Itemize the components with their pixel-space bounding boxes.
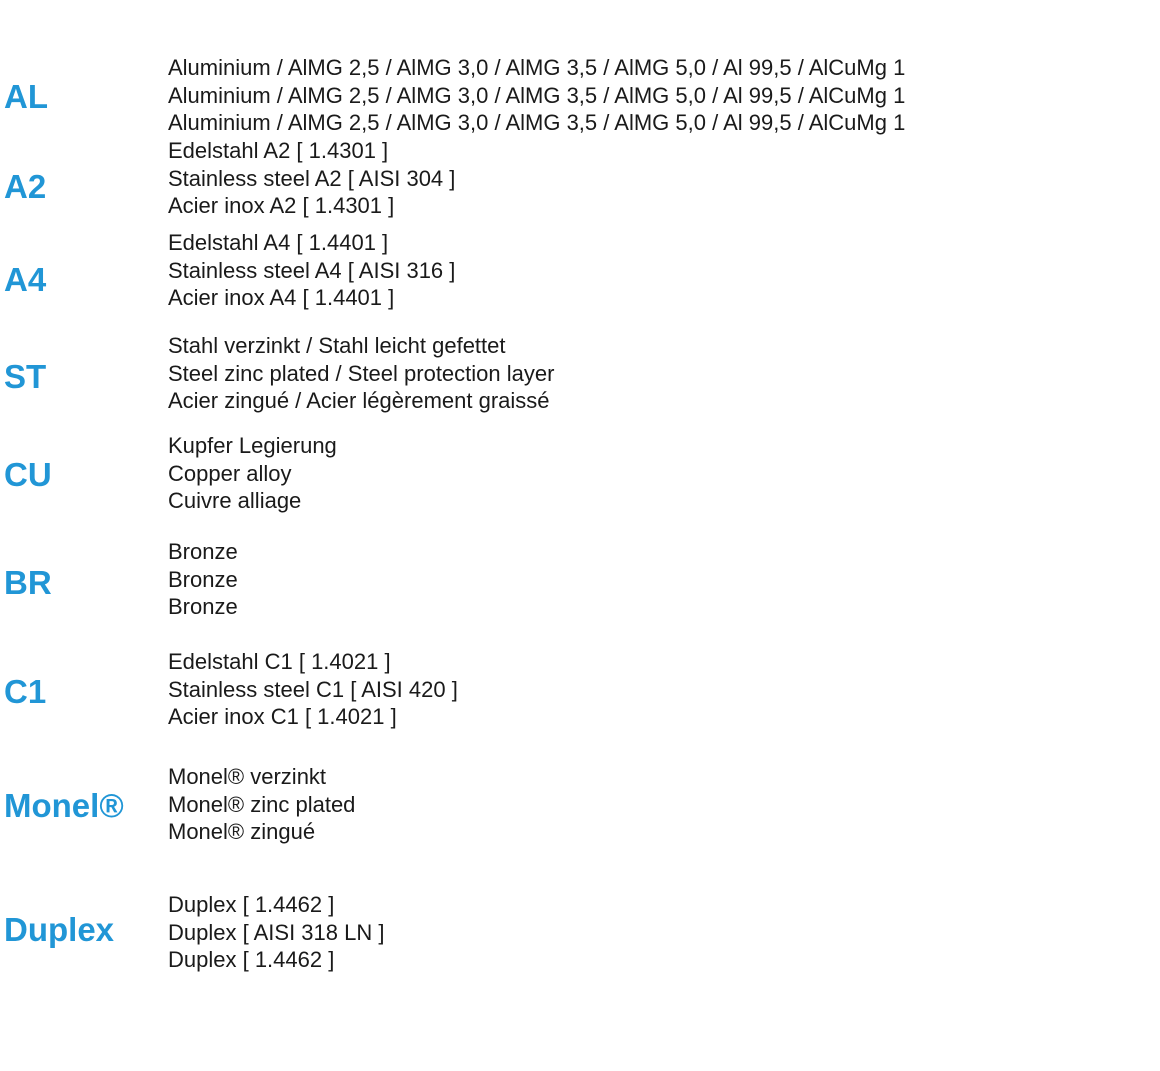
material-description (168, 891, 1148, 974)
material-description-line: Edelstahl C1 [ 1.4021 ] (168, 649, 391, 674)
material-description-line: Acier inox A4 [ 1.4401 ] (168, 285, 395, 310)
material-description (168, 229, 1148, 312)
material-description (168, 648, 1148, 731)
material-code: A4 (4, 261, 47, 298)
material-description-line: Duplex [ AISI 318 LN ] (168, 919, 385, 945)
material-description (168, 332, 1148, 415)
material-description (168, 763, 1148, 846)
material-code: A2 (4, 168, 47, 205)
material-description-line: Monel® zingué (168, 819, 316, 844)
material-description-line: Duplex [ 1.4462 ] (168, 892, 335, 917)
material-description-line: Aluminium / AlMG 2,5 / AlMG 3,0 / AlMG 3,5 / AlMG 5,0 / Al 99,5 / AlCuMg 1 (168, 82, 906, 108)
material-description-line: Monel® zinc plated (168, 791, 356, 817)
material-description-line: Copper alloy (168, 460, 292, 486)
material-description-line: Bronze (168, 566, 238, 592)
material-description-line: Edelstahl A2 [ 1.4301 ] (168, 138, 389, 163)
material-code: Monel® (4, 787, 124, 824)
material-description-line: Aluminium / AlMG 2,5 / AlMG 3,0 / AlMG 3,5 / AlMG 5,0 / Al 99,5 / AlCuMg 1 (168, 55, 906, 80)
material-description (168, 54, 1148, 137)
material-description-line: Acier zingué / Acier légèrement graissé (168, 388, 550, 413)
material-description (168, 137, 1148, 220)
material-code: Duplex (4, 911, 115, 948)
material-code: C1 (4, 673, 47, 710)
material-code: BR (4, 564, 52, 601)
material-description-line: Duplex [ 1.4462 ] (168, 947, 335, 972)
material-description (168, 538, 1148, 621)
material-description-line: Steel zinc plated / Steel protection layer (168, 360, 555, 386)
material-description-line: Bronze (168, 539, 238, 564)
material-description-line: Aluminium / AlMG 2,5 / AlMG 3,0 / AlMG 3,5 / AlMG 5,0 / Al 99,5 / AlCuMg 1 (168, 110, 906, 135)
material-description-line: Cuivre alliage (168, 488, 302, 513)
material-description-line: Monel® verzinkt (168, 764, 327, 789)
material-description-line: Acier inox A2 [ 1.4301 ] (168, 193, 395, 218)
material-code: AL (4, 78, 48, 115)
material-description-line: Stainless steel A2 [ AISI 304 ] (168, 165, 456, 191)
material-description-line: Stahl verzinkt / Stahl leicht gefettet (168, 333, 506, 358)
material-description-line: Bronze (168, 594, 238, 619)
material-description-line: Kupfer Legierung (168, 433, 337, 458)
material-description-line: Edelstahl A4 [ 1.4401 ] (168, 230, 389, 255)
material-code: ST (4, 358, 47, 395)
material-description-line: Stainless steel A4 [ AISI 316 ] (168, 257, 456, 283)
material-description-line: Acier inox C1 [ 1.4021 ] (168, 704, 397, 729)
material-code: CU (4, 456, 52, 493)
material-description (168, 432, 1148, 515)
material-description-line: Stainless steel C1 [ AISI 420 ] (168, 676, 458, 702)
